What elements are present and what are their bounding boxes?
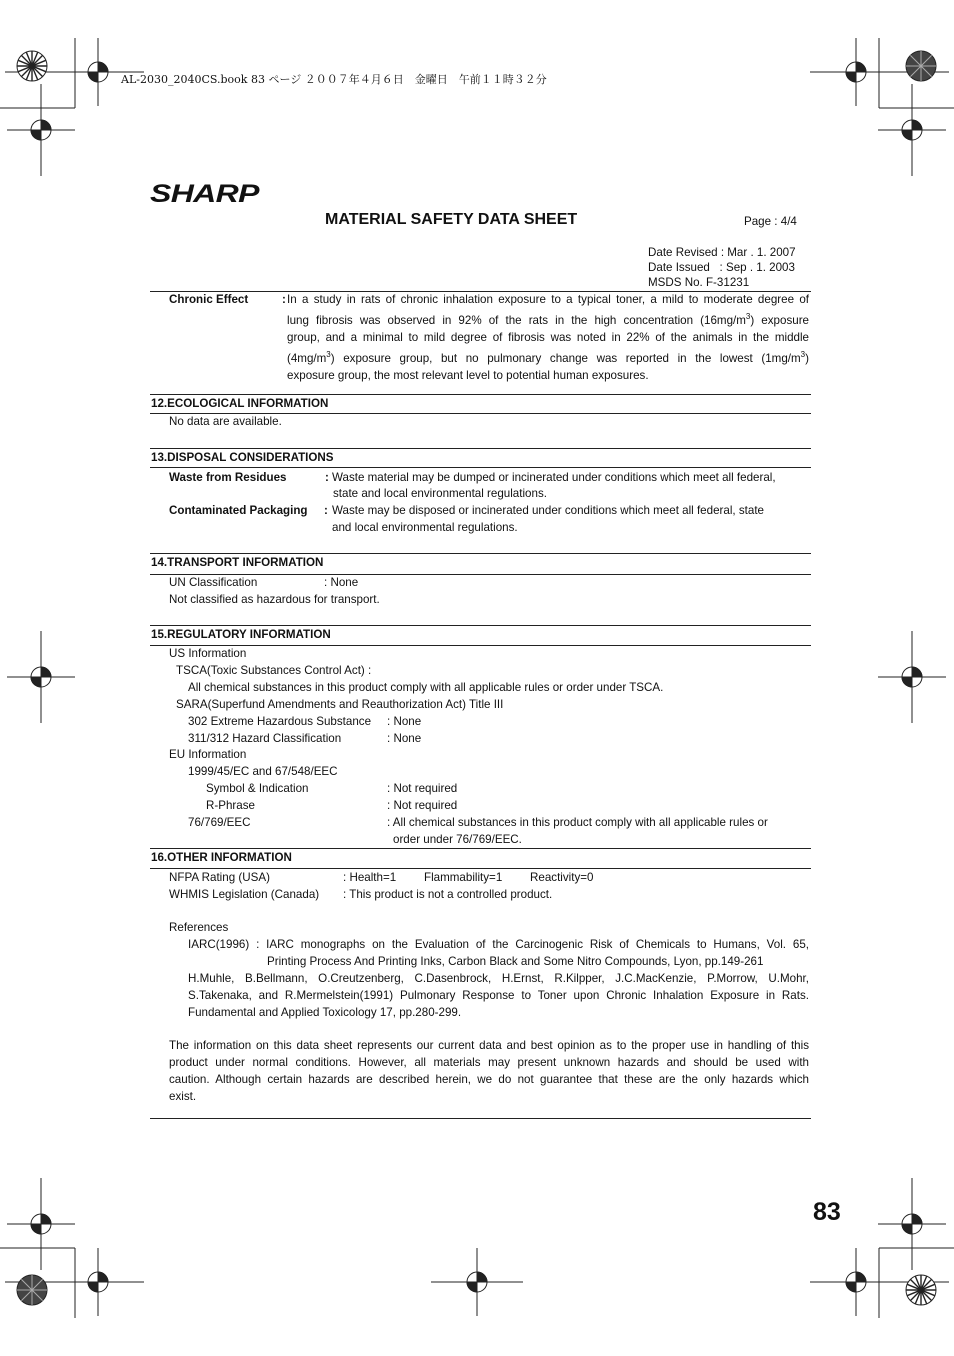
rphrase-label: R-Phrase <box>206 799 255 812</box>
sec14-top-rule <box>150 553 811 554</box>
ecological-text: No data are available. <box>169 415 282 428</box>
chronic-line-2a: lung fibrosis was observed in 92% of the rats in the high concentration (16mg/m <box>287 313 746 327</box>
superscript: 3 <box>800 349 806 359</box>
print-slug: AL-2030_2040CS.book 83 ページ ２００７年４月６日 金曜日 午前１１時３２分 <box>121 73 547 86</box>
packaging-line-1: Waste may be disposed or incinerated under conditions which meet all federal, state <box>332 504 764 517</box>
s302-value: : None <box>387 715 422 728</box>
muhle-line-1: H.Muhle, B.Bellmann, O.Creutzenberg, C.Dasenbrock, H.Ernst, R.Kilpper, J.C.MacKenzie, P.Morrow, U.Mohr, <box>188 972 809 985</box>
chronic-colon: : <box>282 293 286 306</box>
sharp-logo: SHARP <box>150 180 259 208</box>
sec12-bottom-rule <box>150 413 811 414</box>
section-16-title: 16.OTHER INFORMATION <box>151 851 292 864</box>
sec12-top-rule <box>150 394 811 395</box>
section-12-title: 12.ECOLOGICAL INFORMATION <box>151 397 329 410</box>
references-heading: References <box>169 921 229 934</box>
date-issued: Date Issued : Sep . 1. 2003 <box>648 261 795 274</box>
whmis-label: WHMIS Legislation (Canada) <box>169 888 320 901</box>
disclaimer-line-4: exist. <box>169 1090 197 1103</box>
chronic-line-3: group, and a minimal to mild degree of fibrosis was noted in 22% of the animals in the middle <box>287 330 809 344</box>
iarc-line-2: Printing Process And Printing Inks, Carbon Black and Some Nitro Compounds, Lyon, pp.149-261 <box>267 955 764 968</box>
disclaimer-line-2: product under normal conditions. However, all materials may present unknown hazards and should be used with <box>169 1056 809 1069</box>
msds-number: MSDS No. F-31231 <box>648 276 750 289</box>
eec-line-2: order under 76/769/EEC. <box>393 833 522 846</box>
waste-line-1: Waste material may be dumped or incinerated under conditions which meet all federal, <box>332 471 776 484</box>
page-number: 83 <box>813 1198 841 1226</box>
chronic-line-4 <box>287 346 809 367</box>
eu-info: EU Information <box>169 748 247 761</box>
section-13-title: 13.DISPOSAL CONSIDERATIONS <box>151 451 334 464</box>
superscript: 3 <box>326 349 331 359</box>
chronic-line-4b: ) exposure group, but no pulmonary change was reported in the lowest (1mg/m <box>330 351 801 365</box>
sec13-bottom-rule <box>150 467 811 468</box>
section-15-title: 15.REGULATORY INFORMATION <box>151 628 331 641</box>
muhle-line-2: S.Takenaka, and R.Mermelstein(1991) Pulmonary Response to Toner upon Chronic Inhalation Exposure in Rats. <box>188 989 809 1002</box>
footer-rule <box>150 1118 811 1119</box>
date-revised: Date Revised : Mar . 1. 2007 <box>648 246 796 259</box>
sec13-top-rule <box>150 448 811 449</box>
reference-muhle <box>188 970 809 1021</box>
waste-line-2: state and local environmental regulations. <box>333 487 547 500</box>
sec14-bottom-rule <box>150 574 811 575</box>
superscript: 3 <box>745 312 751 321</box>
document-title: MATERIAL SAFETY DATA SHEET <box>325 211 578 228</box>
chronic-line-2 <box>287 308 809 329</box>
waste-colon: : <box>325 471 329 484</box>
chronic-line-2b: ) exposure <box>750 313 810 327</box>
s311-label: 311/312 Hazard Classification <box>188 732 342 745</box>
chronic-line-5: exposure group, the most relevant level to potential human exposures. <box>287 368 649 382</box>
disclaimer-line-3: caution. Although certain hazards are described herein, we do not guarantee that these are the only hazards which <box>169 1073 809 1086</box>
packaging-line-2: and local environmental regulations. <box>332 521 518 534</box>
section-14-title: 14.TRANSPORT INFORMATION <box>151 556 324 569</box>
us-info: US Information <box>169 647 247 660</box>
packaging-label: Contaminated Packaging <box>169 504 308 517</box>
sara-heading: SARA(Superfund Amendments and Reauthorization Act) Title III <box>176 698 504 711</box>
disclaimer <box>169 1037 809 1105</box>
chronic-text <box>287 291 809 384</box>
sec16-bottom-rule <box>150 868 811 869</box>
eec-line-1: : All chemical substances in this product comply with all applicable rules or <box>387 816 768 829</box>
transport-note: Not classified as hazardous for transport. <box>169 593 380 606</box>
symbol-value: : Not required <box>387 782 458 795</box>
symbol-label: Symbol & Indication <box>206 782 309 795</box>
tsca-text: All chemical substances in this product comply with all applicable rules or order under TSCA. <box>188 681 664 694</box>
iarc-line-1: IARC(1996) : IARC monographs on the Evaluation of the Carcinogenic Risk of Chemicals to Humans, Vol. 65, <box>188 938 809 951</box>
un-class-label: UN Classification <box>169 576 258 589</box>
muhle-line-3: Fundamental and Applied Toxicology 17, pp.280-299. <box>188 1006 462 1019</box>
s302-label: 302 Extreme Hazardous Substance <box>188 715 372 728</box>
nfpa-flammability: Flammability=1 <box>424 871 503 884</box>
s311-value: : None <box>387 732 422 745</box>
rphrase-value: : Not required <box>387 799 458 812</box>
nfpa-label: NFPA Rating (USA) <box>169 871 270 884</box>
tsca-heading: TSCA(Toxic Substances Control Act) : <box>176 664 372 677</box>
reference-iarc <box>188 936 809 970</box>
page-label: Page : 4/4 <box>744 215 797 228</box>
chronic-line-4a: (4mg/m <box>287 351 327 365</box>
packaging-colon: : <box>324 504 328 517</box>
eec-label: 76/769/EEC <box>188 816 251 829</box>
nfpa-health: : Health=1 <box>343 871 397 884</box>
sec16-top-rule <box>150 848 811 849</box>
chronic-label: Chronic Effect <box>169 293 249 306</box>
whmis-value: : This product is not a controlled product. <box>343 888 553 901</box>
nfpa-reactivity: Reactivity=0 <box>530 871 594 884</box>
disclaimer-line-1: The information on this data sheet represents our current data and best opinion as to the proper use in handling of this <box>169 1039 809 1052</box>
sec15-bottom-rule <box>150 645 811 646</box>
chronic-line-4c: ) <box>805 351 809 365</box>
chronic-line-1: In a study in rats of chronic inhalation exposure to a typical toner, a mild to moderate degree of <box>287 293 809 306</box>
un-class-value: : None <box>324 576 359 589</box>
ec-directive: 1999/45/EC and 67/548/EEC <box>188 765 338 778</box>
sec15-top-rule <box>150 625 811 626</box>
waste-label: Waste from Residues <box>169 471 287 484</box>
